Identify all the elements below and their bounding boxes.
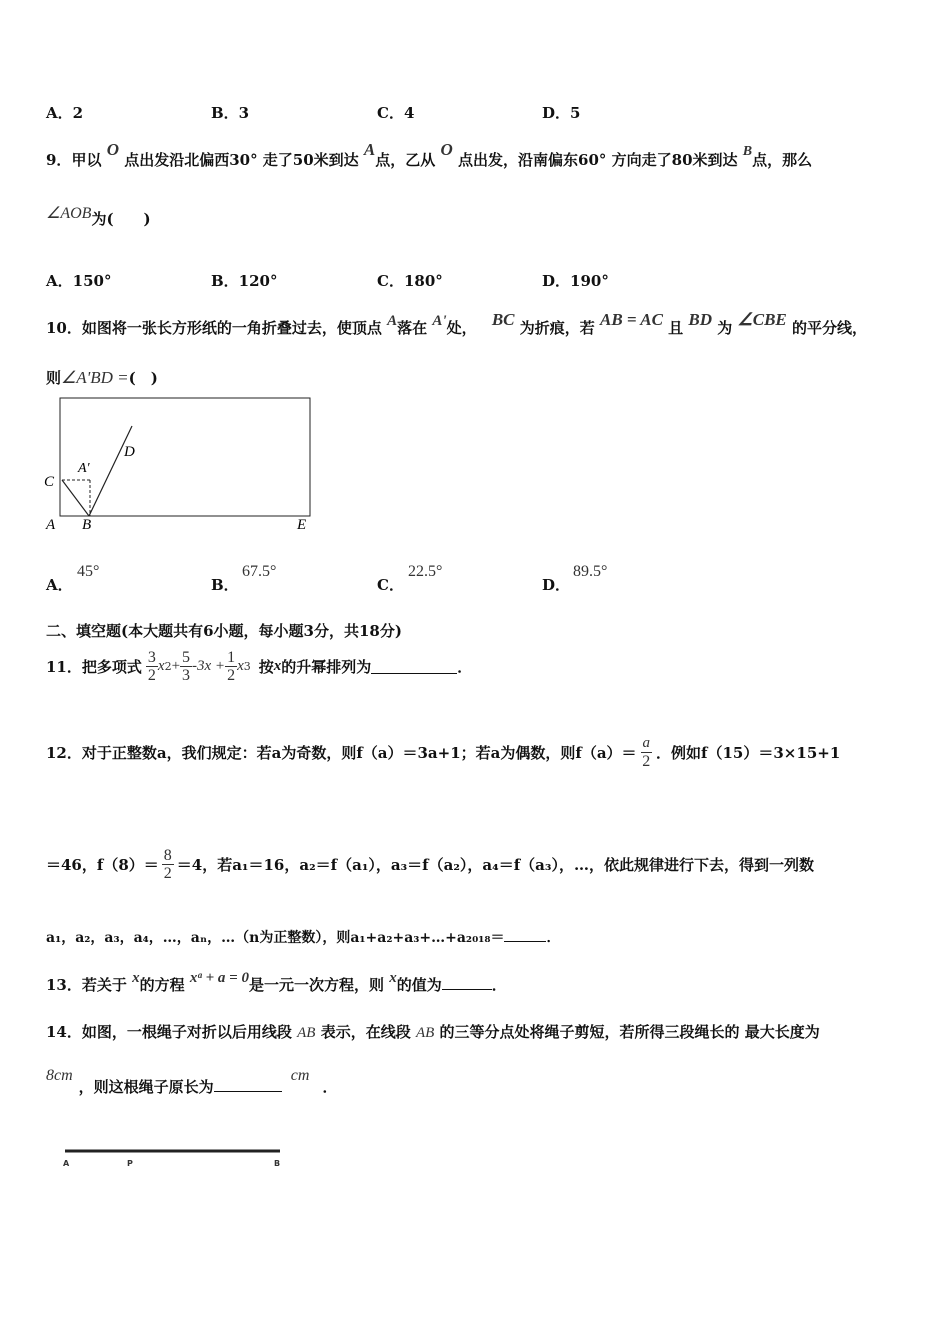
q11-line: 11． 把多项式 $\frac{3}{2}$ x 2 + $\frac{5}{3}$ -3x + $\frac{1}{2}$ x 3 按 x 的升幂排列为 ． [46,648,473,684]
q10-option-c-value: 22.5° [408,563,443,580]
label-d: D [124,444,135,460]
q12-line3: a₁，a₂，a₃，a₄，…，aₙ，…（n为正整数），则a₁+a₂+a₃+…+a₂₀₁₈＝ ． [46,930,561,946]
q10-option-c: C． [377,576,404,594]
q14-length: 8cm [46,1067,73,1084]
q11-number: 11． [46,657,82,676]
q14-answer-blank[interactable] [214,1081,282,1092]
label-b: B [274,1159,281,1168]
q10-number: 10． [46,319,82,337]
q14-number: 14． [46,1023,82,1041]
label-a: A [46,517,56,533]
q10-option-d: D． [542,576,571,594]
label-a: A [63,1159,70,1168]
q9-line1: 9．甲以 O 点出发沿北偏西30° 走了50米到达 A点，乙从 O 点出发，沿南偏东60° 方向走了80米到达 B点，那么 [46,140,813,169]
q12-fraction-8-2: $\frac{8}{2}$ [163,846,172,882]
q10-option-d-value: 89.5° [573,563,608,580]
q8-option-a: A．2 [46,104,84,122]
q10-option-b: B． [211,576,239,594]
q12-fraction-a-2: $\frac{a}{2}$ [642,734,651,770]
q12-line2: ＝46，f（8）＝ $\frac{8}{2}$ ＝4，若a₁＝16，a₂＝f（a₁），a₃＝f（a₂），a₄＝f（a₃），…，依此规律进行下去，得到一列数 [46,846,814,882]
q9-angle: ∠AOB [46,205,92,222]
q9-line2: ∠AOB为( ) [46,205,151,228]
q12-answer-blank[interactable] [504,929,546,942]
q13-answer-blank[interactable] [442,977,492,990]
q10-figure [40,392,330,537]
q11-fraction-1: $\frac{3}{2}$ [147,648,156,684]
q10-option-a-value: 45° [77,563,100,580]
q10-option-b-value: 67.5° [242,563,277,580]
q8-option-b: B．3 [211,104,250,122]
q8-option-d: D．5 [542,104,581,122]
q11-fraction-2: $\frac{5}{3}$ [182,648,191,684]
q9-option-c: C．180° [377,272,443,290]
q12-number: 12． [46,743,82,762]
q14-line1: 14．如图，一根绳子对折以后用线段 AB 表示，在线段 AB 的三等分点处将绳子剪短，若所得三段绳长的 最大长度为 [46,1023,820,1041]
q13-line: 13．若关于 x的方程 xᵃ + a = 0是一元一次方程，则 x的值为 ． [46,970,507,994]
label-c: C [44,474,55,490]
q10-option-a: A． [46,576,73,594]
q14-line2: 8cm，则这根绳子原长为 cm ． [46,1067,338,1096]
q11-answer-blank[interactable] [371,659,457,674]
q9-number: 9． [46,151,72,169]
crease-bc [62,480,89,516]
q9-option-b: B．120° [211,272,278,290]
q10-line1: 10．如图将一张长方形纸的一角折叠过去，使顶点 A落在 A'处， BC 为折痕，若 AB = AC 且 BD 为 ∠CBE 的平分线， [46,310,868,337]
q14-figure [60,1144,290,1170]
label-p: P [127,1159,133,1168]
section-heading: 二、填空题(本大题共有6小题，每小题3分，共18分) [46,622,402,640]
q9-option-a: A．150° [46,272,112,290]
label-b: B [82,517,92,533]
q12-line1: 12． 对于正整数a，我们规定：若a为奇数，则f（a）＝3a+1；若a为偶数，则f（a）＝ $\frac{a}{2}$ ．例如f（15）＝3×15+1 [46,734,841,770]
bisector-bd [89,426,132,516]
q9-option-d: D．190° [542,272,609,290]
q8-option-c: C．4 [377,104,415,122]
q10-question: 则∠A'BD =( ) [46,368,158,387]
q11-fraction-3: $\frac{1}{2}$ [227,648,236,684]
label-e: E [297,517,307,533]
label-a-prime: A′ [78,461,90,476]
q13-number: 13． [46,976,82,994]
